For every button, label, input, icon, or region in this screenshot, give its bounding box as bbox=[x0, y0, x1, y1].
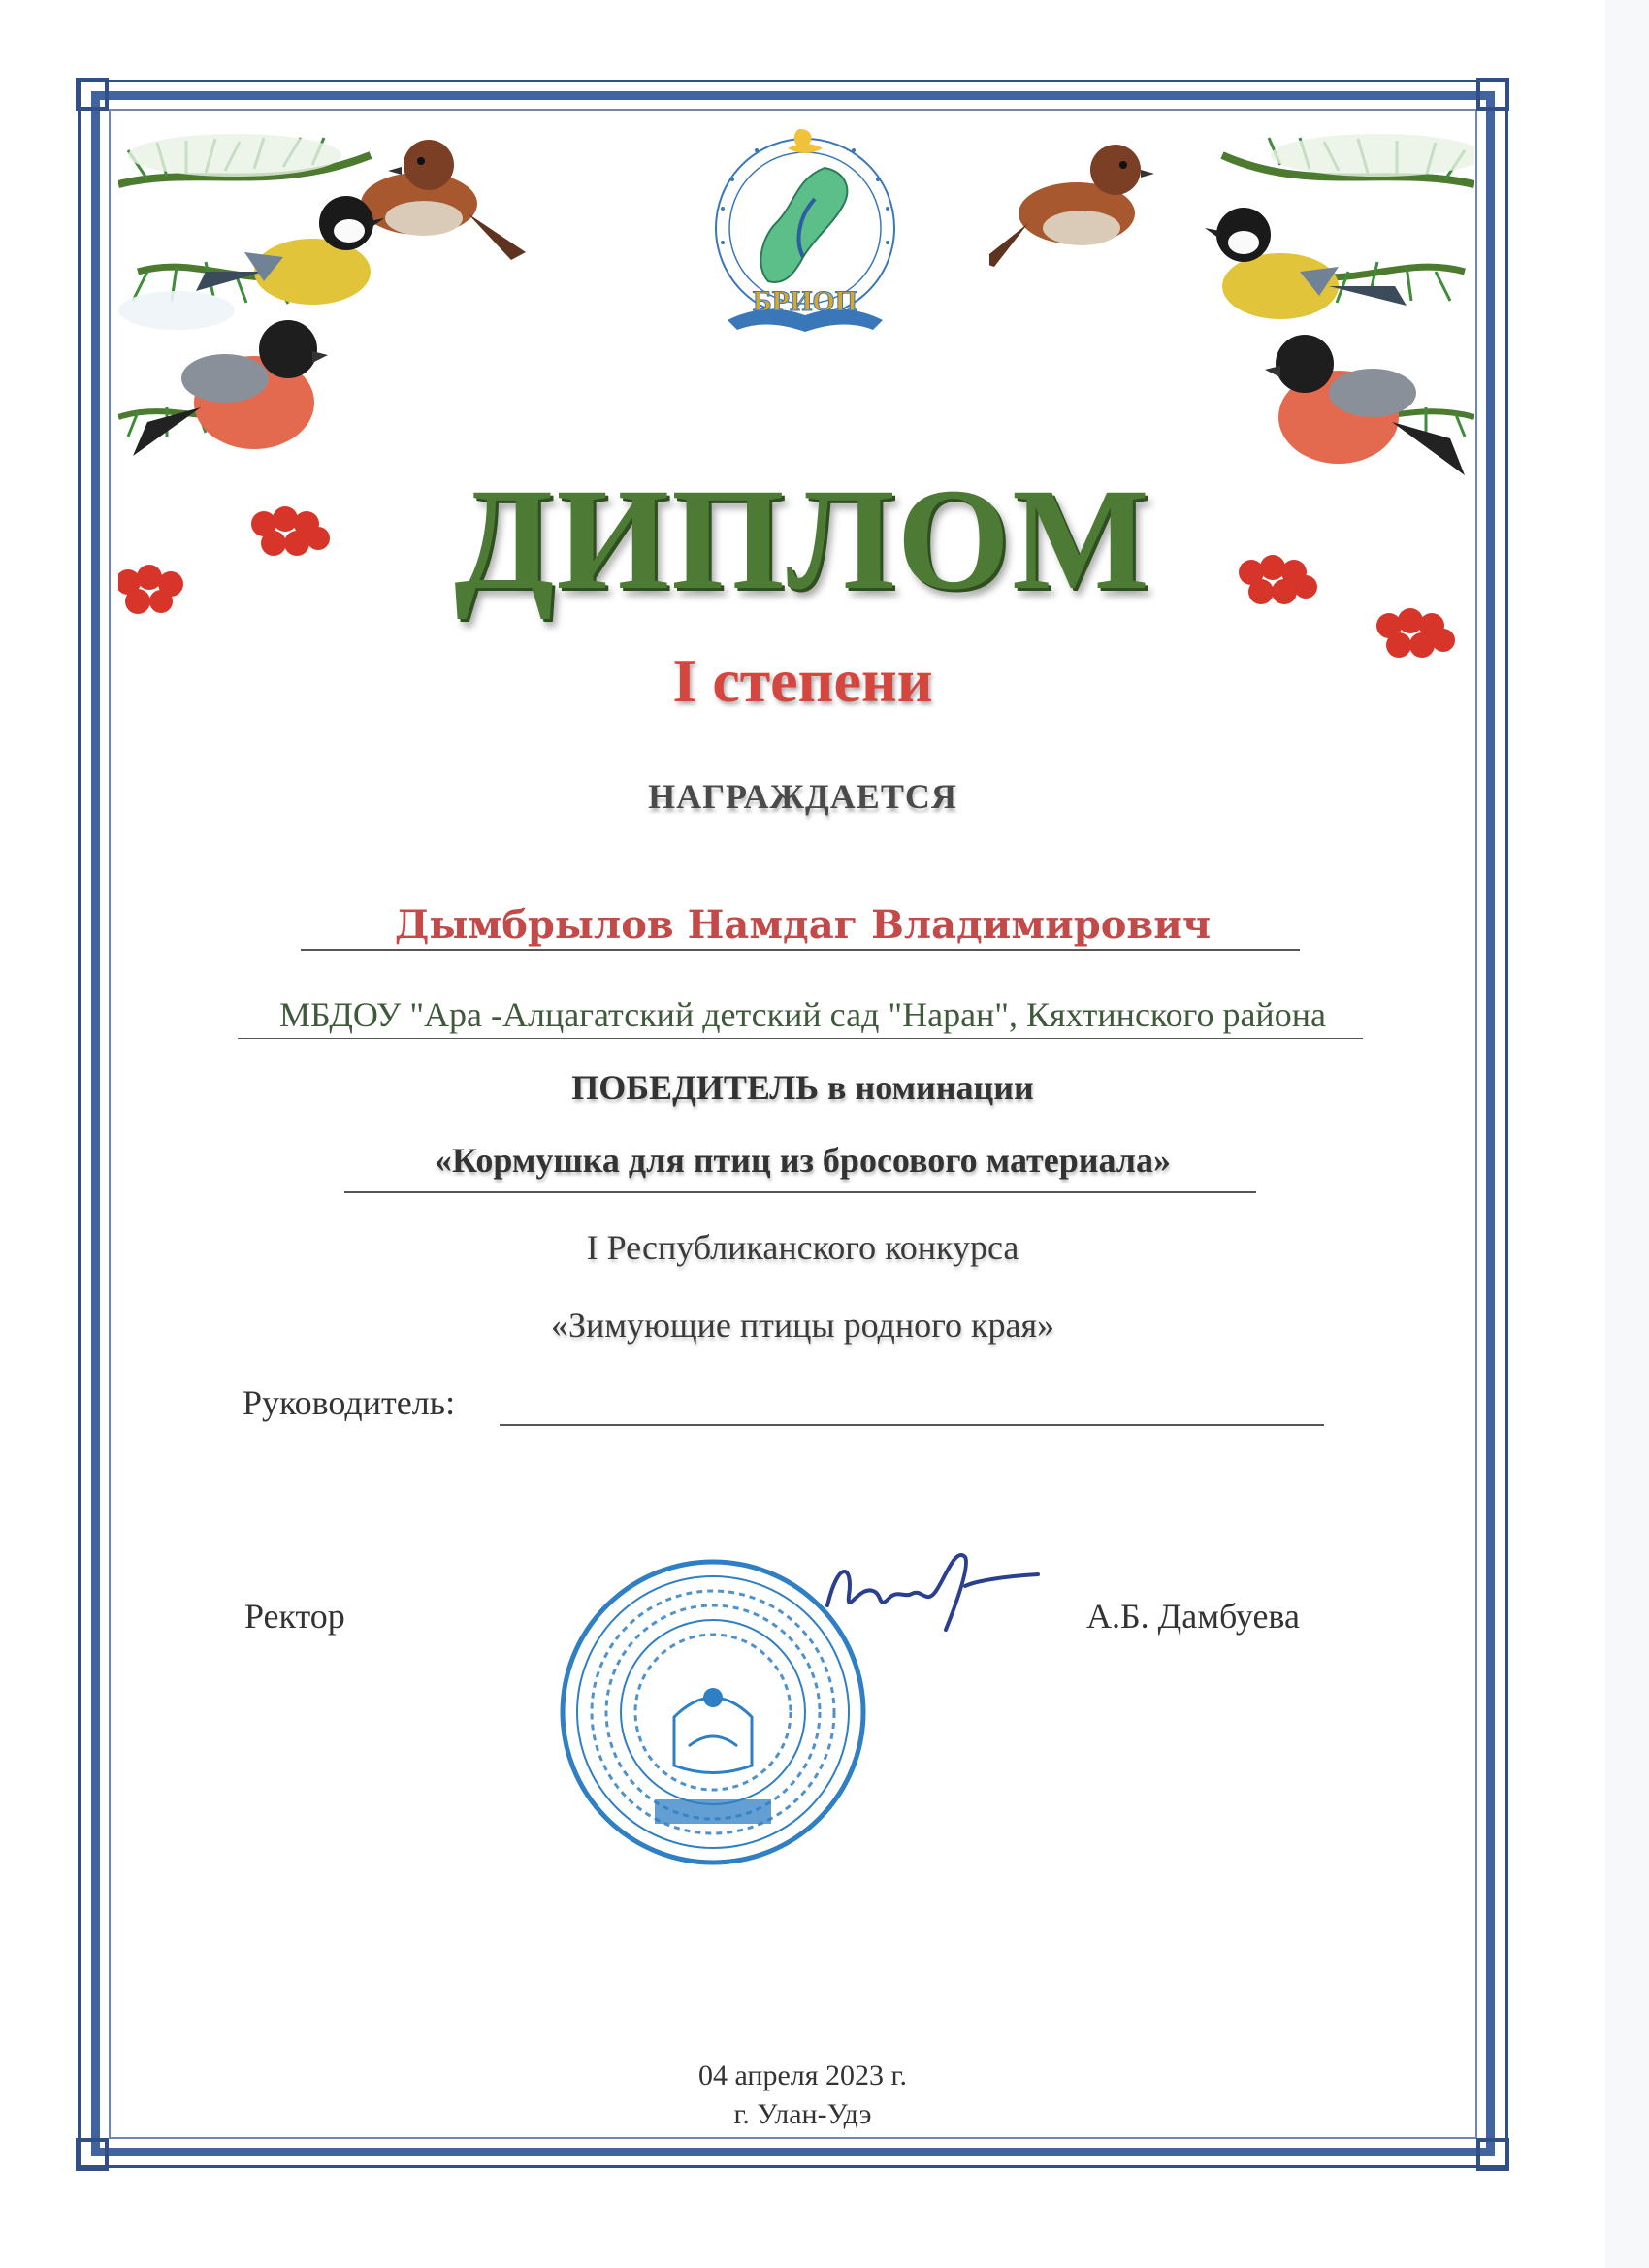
bullfinch-left bbox=[133, 320, 328, 456]
winner-line: ПОБЕДИТЕЛЬ в номинации bbox=[571, 1068, 1034, 1107]
nomination-name: «Кормушка для птиц из бросового материала» bbox=[435, 1141, 1171, 1180]
logo-map-icon bbox=[760, 168, 847, 282]
rector-signature bbox=[820, 1538, 1052, 1654]
rector-label: Ректор bbox=[244, 1597, 345, 1636]
sparrow-left bbox=[361, 140, 526, 260]
logo-text: БРИОП bbox=[752, 285, 858, 317]
great-tit-left bbox=[196, 196, 384, 305]
stamp-emblem-icon bbox=[674, 1688, 752, 1773]
awarded-label: НАГРАЖДАЕТСЯ bbox=[648, 777, 957, 816]
recipient-name: Дымбрылов Намдаг Владимирович bbox=[394, 902, 1212, 948]
briop-logo bbox=[679, 112, 931, 364]
frame-corner-bl bbox=[76, 2138, 109, 2171]
diploma-title: ДИПЛОМ bbox=[454, 459, 1151, 620]
issue-city: г. Улан-Удэ bbox=[733, 2098, 872, 2130]
issue-date: 04 апреля 2023 г. bbox=[698, 2059, 907, 2091]
contest-name: «Зимующие птицы родного края» bbox=[550, 1306, 1055, 1345]
frame-corner-br bbox=[1476, 2138, 1509, 2171]
organization-underline bbox=[238, 1038, 1363, 1039]
recipient-underline bbox=[301, 949, 1300, 951]
sparrow-right bbox=[989, 145, 1154, 267]
nomination-underline bbox=[344, 1191, 1256, 1193]
frame-corner-tl bbox=[76, 78, 109, 111]
leader-signature-line bbox=[500, 1424, 1324, 1426]
bullfinch-right bbox=[1265, 335, 1465, 475]
contest-line: I Республиканского конкурса bbox=[586, 1228, 1019, 1267]
organization-name: МБДОУ "Ара -Алцагатский детский сад "Наран", Кяхтинского района bbox=[279, 995, 1326, 1034]
degree-label: I степени bbox=[672, 646, 933, 715]
rector-name: А.Б. Дамбуева bbox=[1086, 1597, 1300, 1636]
leader-label: Руководитель: bbox=[242, 1383, 456, 1422]
frame-corner-tr bbox=[1476, 78, 1509, 111]
